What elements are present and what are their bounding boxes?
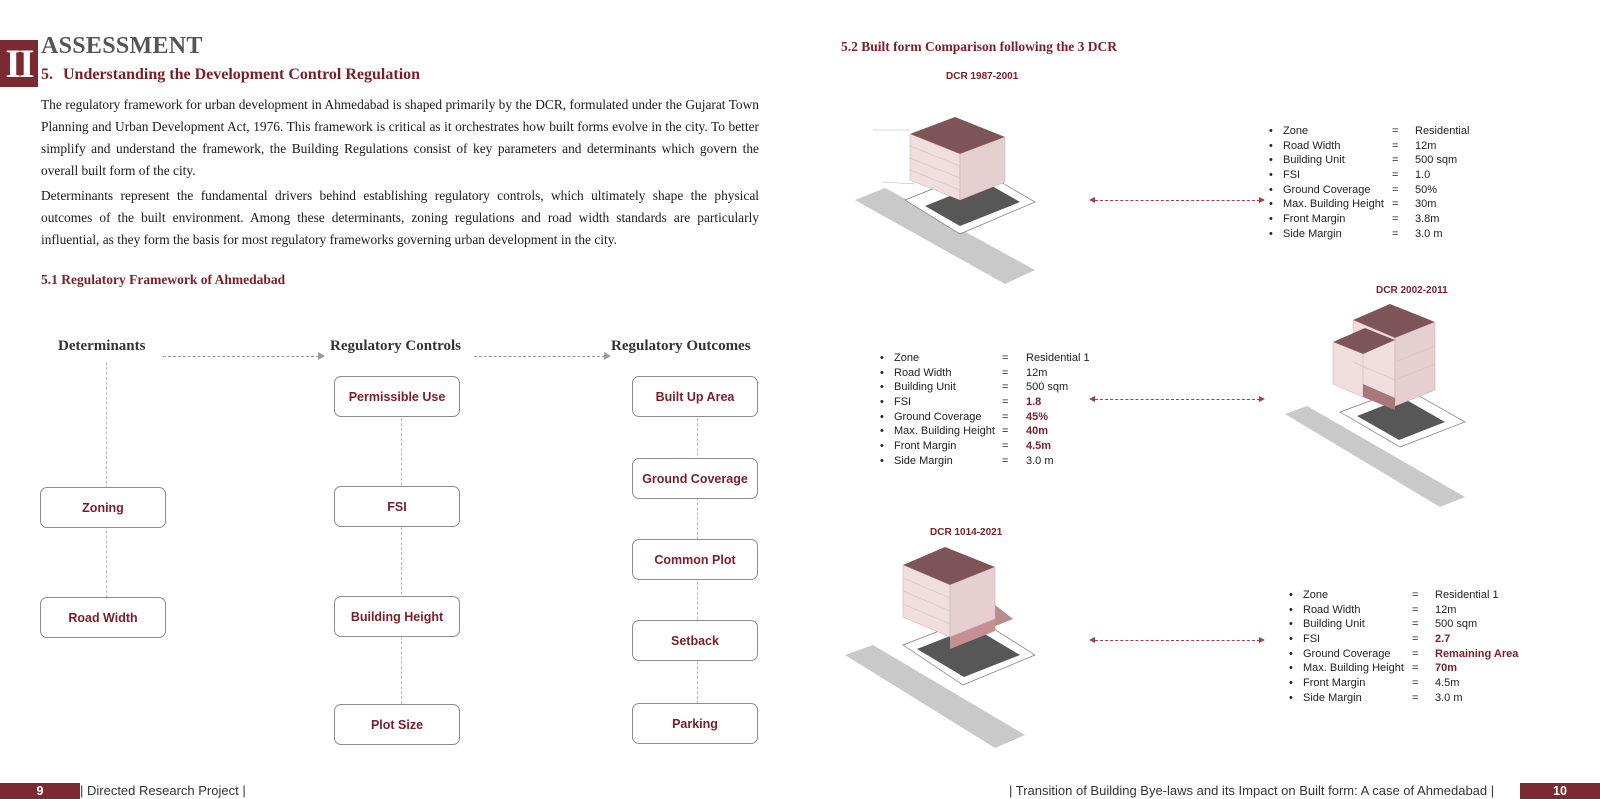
spec-value: 12m	[1026, 366, 1048, 379]
spec-value: 1.8	[1026, 396, 1042, 409]
spec-key: Side Margin	[1303, 691, 1362, 704]
bullet: •	[880, 381, 884, 394]
spec-key: Front Margin	[1283, 213, 1346, 226]
bullet: •	[1289, 691, 1293, 704]
equals-sign: =	[1412, 633, 1419, 646]
bullet: •	[1289, 677, 1293, 690]
spec-value: 2.7	[1435, 633, 1451, 646]
equals-sign: =	[1412, 647, 1419, 660]
spec-key: FSI	[1303, 633, 1321, 646]
bullet: •	[880, 454, 884, 467]
link-arrow	[1095, 399, 1260, 400]
equals-sign: =	[1002, 440, 1009, 453]
spec-key: Ground Coverage	[894, 410, 982, 423]
equals-sign: =	[1002, 366, 1009, 379]
control-plot-size: Plot Size	[334, 704, 460, 745]
equals-sign: =	[1002, 454, 1009, 467]
bullet: •	[1289, 603, 1293, 616]
chapter-title: Understanding the Development Control Regulation	[63, 66, 421, 83]
equals-sign: =	[1002, 425, 1009, 438]
bullet: •	[1289, 662, 1293, 675]
spec-key: Road Width	[1303, 603, 1361, 616]
dcr-label-2002: DCR 2002-2011	[1376, 285, 1448, 296]
page-number-right: 10	[1520, 783, 1600, 799]
bullet: •	[1289, 589, 1293, 601]
bullet: •	[880, 366, 884, 379]
bullet: •	[1269, 169, 1273, 182]
equals-sign: =	[1412, 691, 1419, 704]
spec-key: Ground Coverage	[1303, 647, 1391, 660]
link-arrow	[1095, 640, 1260, 641]
bullet: •	[1269, 227, 1273, 240]
spec-value: 3.0 m	[1415, 227, 1443, 240]
spec-value: Remaining Area	[1435, 647, 1519, 660]
dcr-label-2014: DCR 1014-2021	[930, 527, 1003, 538]
spec-value: 4.5m	[1026, 440, 1052, 453]
control-permissible-use: Permissible Use	[334, 376, 460, 417]
spec-value: 12m	[1435, 603, 1457, 616]
equals-sign: =	[1392, 125, 1399, 137]
spec-key: Building Unit	[1283, 154, 1345, 167]
link-arrow	[1095, 200, 1260, 201]
spec-key: Ground Coverage	[1283, 183, 1371, 196]
subsection-heading-5-2: 5.2 Built form Comparison following the 3 DCR	[841, 39, 1117, 54]
paragraph-1: The regulatory framework for urban development in Ahmedabad is shaped primarily by the DCR, formulated under the Gujarat Town Planning and Urban Development Act, 1976. This framework is critical as it orchestrates how built forms evolve in the city. To better simplify and understand the framework, the Building Regulations consist of key parameters and determinants which govern the overall built form of the city.	[41, 97, 759, 178]
equals-sign: =	[1412, 589, 1419, 601]
outcome-setback: Setback	[632, 620, 758, 661]
link-arrow-head	[1259, 396, 1265, 402]
spec-key: Side Margin	[894, 454, 953, 467]
spec-value: 50%	[1415, 183, 1438, 196]
spec-key: Road Width	[894, 366, 952, 379]
link-arrow-head	[1089, 197, 1095, 203]
spec-key: Front Margin	[894, 440, 957, 453]
spec-value: 70m	[1435, 662, 1458, 675]
spec-key: Max. Building Height	[894, 425, 995, 438]
spec-value: 12m	[1415, 139, 1437, 152]
link-arrow-head	[1259, 637, 1265, 643]
spec-key: Max. Building Height	[1303, 662, 1404, 675]
chapter-number: 5.	[41, 66, 53, 83]
equals-sign: =	[1392, 227, 1399, 240]
bullet: •	[880, 396, 884, 409]
equals-sign: =	[1392, 213, 1399, 226]
equals-sign: =	[1412, 662, 1419, 675]
spec-key: Zone	[1283, 125, 1309, 137]
arrow-head	[318, 352, 325, 360]
footer-left-text: | Directed Research Project |	[80, 783, 246, 798]
bullet: •	[1269, 139, 1273, 152]
arrow-head	[604, 352, 611, 360]
equals-sign: =	[1412, 618, 1419, 631]
spec-value: 3.0 m	[1026, 454, 1054, 467]
subsection-heading-5-1: 5.1 Regulatory Framework of Ahmedabad	[41, 272, 286, 287]
bullet: •	[1269, 213, 1273, 226]
spec-key: Max. Building Height	[1283, 198, 1384, 211]
spec-key: Zone	[894, 352, 920, 364]
spec-value: 45%	[1026, 410, 1049, 423]
spec-value: 500 sqm	[1415, 154, 1458, 167]
link-arrow-head	[1089, 396, 1095, 402]
outcome-ground-coverage: Ground Coverage	[632, 458, 758, 499]
spec-key: Front Margin	[1303, 677, 1366, 690]
equals-sign: =	[1002, 352, 1009, 364]
spec-value: 30m	[1415, 198, 1437, 211]
connector-line	[401, 418, 402, 704]
spec-value: 3.0 m	[1435, 691, 1463, 704]
equals-sign: =	[1412, 603, 1419, 616]
spec-key: FSI	[894, 396, 912, 409]
arrow-line	[163, 356, 319, 357]
equals-sign: =	[1002, 410, 1009, 423]
equals-sign: =	[1392, 139, 1399, 152]
equals-sign: =	[1392, 169, 1399, 182]
building-illustration-1987	[855, 112, 1070, 297]
dcr-label-1987: DCR 1987-2001	[946, 71, 1019, 82]
spec-value: 40m	[1026, 425, 1049, 438]
link-arrow-head	[1089, 637, 1095, 643]
section-number-block: II	[0, 40, 38, 87]
spec-value: 3.8m	[1415, 213, 1440, 226]
building-illustration-2002	[1285, 302, 1500, 517]
bullet: •	[1289, 647, 1293, 660]
spec-value: 4.5m	[1435, 677, 1460, 690]
spec-value: 1.0	[1415, 169, 1431, 182]
spec-key: Building Unit	[894, 381, 956, 394]
chapter-heading	[41, 66, 420, 84]
bullet: •	[880, 352, 884, 364]
column-header-controls: Regulatory Controls	[330, 338, 461, 354]
equals-sign: =	[1002, 381, 1009, 394]
spec-value: 500 sqm	[1026, 381, 1069, 394]
spec-key: Side Margin	[1283, 227, 1342, 240]
bullet: •	[1269, 154, 1273, 167]
spec-key: FSI	[1283, 169, 1301, 182]
equals-sign: =	[1392, 198, 1399, 211]
bullet: •	[1289, 618, 1293, 631]
outcome-common-plot: Common Plot	[632, 539, 758, 580]
bullet: •	[1269, 125, 1273, 137]
equals-sign: =	[1412, 677, 1419, 690]
bullet: •	[1269, 183, 1273, 196]
outcome-built-up-area: Built Up Area	[632, 376, 758, 417]
determinant-zoning: Zoning	[40, 487, 166, 528]
spec-value: Residential 1	[1026, 352, 1090, 364]
arrow-line	[474, 356, 605, 357]
connector-line	[106, 362, 107, 598]
paragraph-2: Determinants represent the fundamental drivers behind establishing regulatory controls, which ultimately shape the physical outcomes of the built environment. Among these determinants, zoning regulations and road width standards are particularly influential, as they form the basis for most regulatory frameworks governing urban development in the city.	[41, 188, 759, 247]
bullet: •	[880, 425, 884, 438]
section-title: ASSESSMENT	[41, 33, 203, 59]
bullet: •	[1269, 198, 1273, 211]
bullet: •	[880, 440, 884, 453]
determinant-road-width: Road Width	[40, 597, 166, 638]
column-header-determinants: Determinants	[58, 338, 146, 354]
control-building-height: Building Height	[334, 596, 460, 637]
spec-key: Zone	[1303, 589, 1329, 601]
footer-right-text: | Transition of Building Bye-laws and its Impact on Built form: A case of Ahmedabad |	[1009, 783, 1495, 798]
equals-sign: =	[1392, 183, 1399, 196]
spec-key: Building Unit	[1303, 618, 1365, 631]
bullet: •	[880, 410, 884, 423]
outcome-parking: Parking	[632, 703, 758, 744]
control-fsi: FSI	[334, 486, 460, 527]
column-header-outcomes: Regulatory Outcomes	[611, 338, 751, 354]
equals-sign: =	[1392, 154, 1399, 167]
page-number-left: 9	[0, 783, 80, 799]
building-illustration-2014	[845, 545, 1070, 760]
bullet: •	[1289, 633, 1293, 646]
equals-sign: =	[1002, 396, 1009, 409]
link-arrow-head	[1259, 197, 1265, 203]
spec-value: Residential 1	[1435, 589, 1499, 601]
spec-key: Road Width	[1283, 139, 1341, 152]
spec-value: Residential	[1415, 125, 1470, 137]
spec-value: 500 sqm	[1435, 618, 1478, 631]
